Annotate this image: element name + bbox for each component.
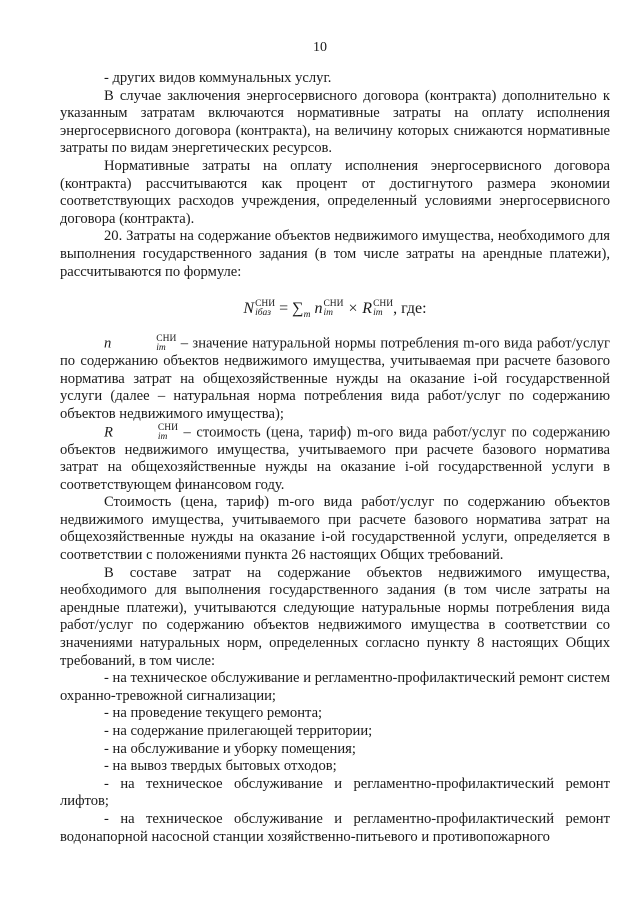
definition-n-indices — [112, 335, 176, 353]
formula-times-r: × R — [343, 300, 373, 318]
paragraph-2: В случае заключения энергосервисного договора (контракта) дополнительно к указанным затратам включаются нормативные затраты на оплату исполнения энергосервисного договора (контракта), на величину которых снижаются нормативные затраты по видам энергетических ресурсов. — [60, 87, 610, 157]
definition-r-indices — [114, 424, 178, 442]
formula-small-n-sub: im — [323, 308, 333, 319]
definition-r-sub: im — [157, 431, 168, 442]
paragraph-5: Стоимость (цена, тариф) m-ого вида работ/услуг по содержанию объектов недвижимого имущества, учитываемого при расчете базового норматива затрат на общехозяйственные нужды на оказание i-ой государственной услуги, определяется в соответствии с положениями пункта 26 настоящих Общих требований. — [60, 494, 610, 564]
paragraph-6: В составе затрат на содержание объектов недвижимого имущества, необходимого для выполнения государственного задания (в том числе затраты на арендные платежи), учитываются следующие натуральные нормы потребления вида работ/услуг по содержанию объектов недвижимого имущества в соответствии со значениями натуральных норм, определенных согласно пункту 8 настоящих Общих требований, в том числе: — [60, 564, 610, 669]
formula-n-indices — [255, 300, 275, 318]
definition-n — [60, 335, 610, 423]
formula-r-sub: im — [373, 308, 383, 319]
formula-sum-sub: m — [303, 310, 311, 321]
formula-r-sup: СНИ — [373, 299, 394, 310]
formula-n-sub: iбаз — [255, 308, 271, 319]
formula-sum: = ∑ — [275, 300, 304, 318]
paragraph-1: - других видов коммунальных услуг. — [104, 70, 332, 86]
formula-small-n: n — [310, 300, 323, 318]
definition-r-text: – стоимость (цена, тариф) m-ого вида работ/услуг по содержанию объектов недвижимого имущества, учитываемого при расчете базового норматива затрат на общехозяйственные нужды на оказание i-ой государственной услуги в соответствующем финансовом году. — [60, 423, 610, 493]
paragraph-4: 20. Затраты на содержание объектов недвижимого имущества, необходимого для выполнения государственного задания (в том числе затраты на арендные платежи), рассчитываются по формуле: — [60, 228, 610, 280]
list-item: - на техническое обслуживание и регламентно-профилактический ремонт лифтов; — [60, 775, 610, 810]
definition-r-sup: СНИ — [157, 422, 178, 433]
page-number: 10 — [313, 40, 327, 55]
formula-n-sup: СНИ — [255, 299, 276, 310]
list-item: - на техническое обслуживание и регламентно-профилактический ремонт водонапорной насосной станции хозяйственно-питьевого и противопожарного — [60, 810, 610, 845]
formula-n-symbol: N — [243, 300, 255, 318]
definition-n-text: – значение натуральной нормы потребления m-ого вида работ/услуг по содержанию объектов недвижимого имущества, учитываемая при расчете базового норматива затрат на общехозяйственные нужды на оказание i-ой государственной услуги (далее – натуральная норма потребления вида работ/услуг по содержанию объектов недвижимого имущества); — [60, 335, 610, 422]
definition-n-symbol: n — [104, 335, 112, 352]
formula-small-n-sup: СНИ — [323, 299, 344, 310]
formula-small-n-indices — [323, 300, 343, 318]
formula — [60, 299, 610, 319]
definition-r — [60, 424, 610, 495]
formula-r-indices — [373, 300, 393, 318]
list-item: - на содержание прилегающей территории; — [104, 723, 373, 739]
definition-r-symbol: R — [104, 423, 113, 440]
list-item: - на техническое обслуживание и регламентно-профилактический ремонт систем охранно-тревожной сигнализации; — [60, 670, 610, 704]
formula-tail: , где: — [393, 300, 427, 318]
list-item: - на вывоз твердых бытовых отходов; — [104, 758, 337, 775]
paragraph-3: Нормативные затраты на оплату исполнения энергосервисного договора (контракта) рассчитываются как процент от достигнутого размера экономии соответствующих расходов учреждения, определенный условиями энергосервисного договора (контракта). — [60, 157, 610, 227]
definition-n-sub: im — [156, 343, 166, 354]
list-item: - на обслуживание и уборку помещения; — [104, 740, 356, 757]
definition-n-sup: СНИ — [156, 334, 177, 345]
document-body — [60, 70, 610, 846]
list-item: - на проведение текущего ремонта; — [104, 705, 323, 722]
